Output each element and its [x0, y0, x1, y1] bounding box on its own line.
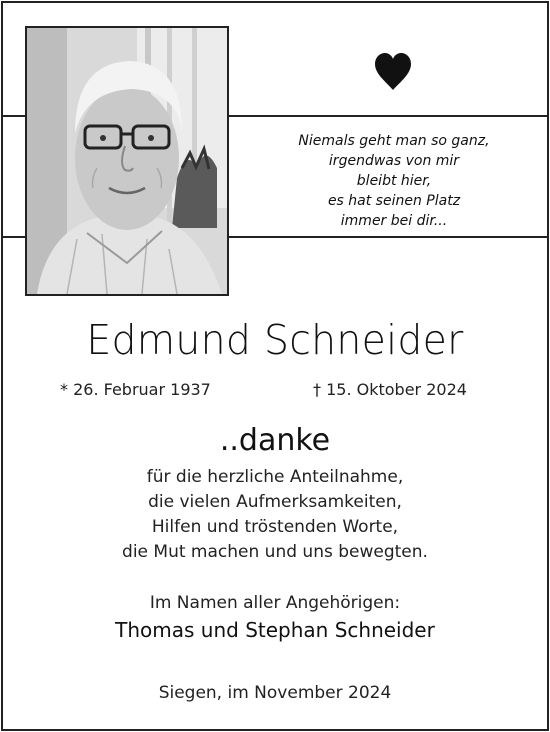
poem-line: bleibt hier,: [356, 173, 432, 189]
thanks-text: [0, 465, 550, 565]
poem-line: irgendwas von mir: [328, 153, 460, 169]
poem-line: Niemals geht man so ganz,: [298, 133, 490, 149]
thanks-heading: ..danke: [219, 423, 331, 458]
death-date: † 15. Oktober 2024: [313, 380, 467, 399]
thanks-line: für die herzliche Anteilnahme,: [146, 467, 404, 487]
family-names: Thomas und Stephan Schneider: [115, 618, 435, 642]
thanks-line: die Mut machen und uns bewegten.: [122, 542, 428, 562]
thanks-line: Hilfen und tröstenden Worte,: [151, 517, 399, 537]
heart-icon: [374, 52, 412, 92]
signature-intro: Im Namen aller Angehörigen:: [149, 593, 401, 613]
place-date: Siegen, im November 2024: [158, 683, 392, 703]
portrait-image: [27, 28, 227, 294]
deceased-name: Edmund Schneider: [86, 316, 464, 364]
memorial-poem: [262, 131, 526, 231]
thanks-line: die vielen Aufmerksamkeiten,: [148, 492, 402, 512]
poem-line: immer bei dir...: [340, 213, 448, 229]
birth-date: * 26. Februar 1937: [60, 380, 211, 399]
poem-line: es hat seinen Platz: [327, 193, 461, 209]
portrait-photo: [25, 26, 229, 296]
